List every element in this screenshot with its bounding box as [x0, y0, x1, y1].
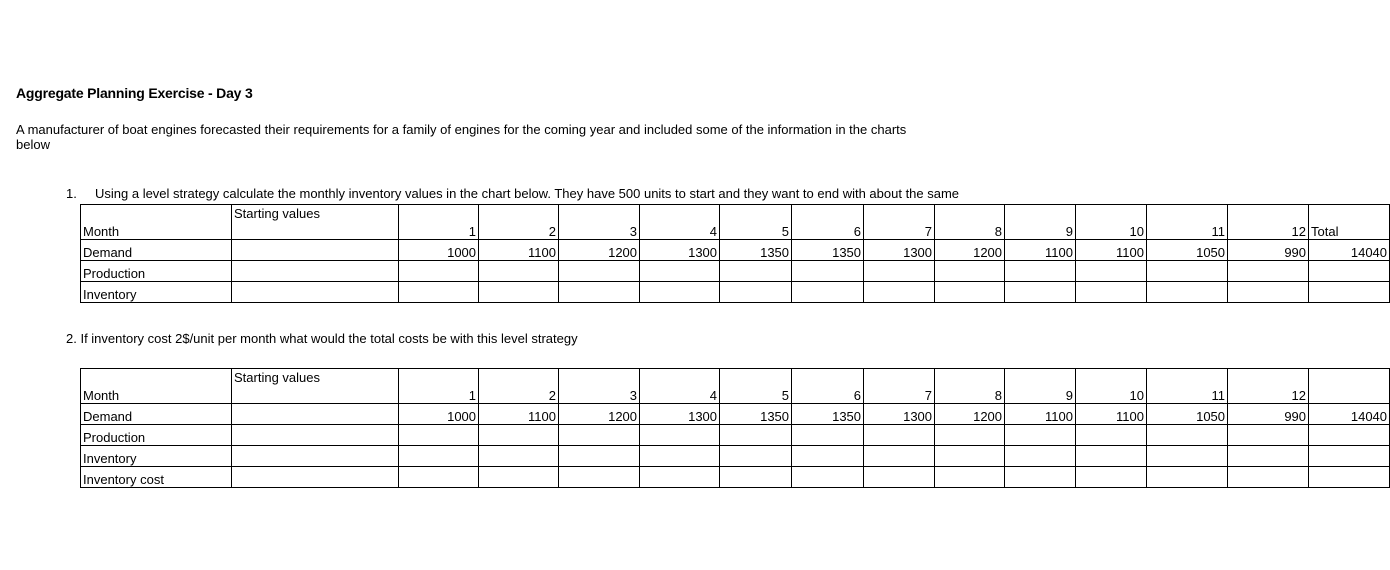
input-cell[interactable]: [232, 425, 399, 446]
month-header: 7: [864, 205, 935, 240]
input-cell[interactable]: [864, 282, 935, 303]
input-cell[interactable]: [1005, 425, 1076, 446]
total-header-empty: [1309, 369, 1390, 404]
demand-cell: 1000: [399, 240, 479, 261]
input-cell[interactable]: [232, 446, 399, 467]
input-cell[interactable]: [399, 467, 479, 488]
input-cell[interactable]: [864, 425, 935, 446]
question-1-text: Using a level strategy calculate the monthly inventory values in the chart below. They have 500 units to start and they want to end with about the same: [95, 186, 960, 201]
input-cell[interactable]: [640, 467, 720, 488]
input-cell[interactable]: [792, 467, 864, 488]
month-header: 5: [720, 369, 792, 404]
demand-cell: 1100: [1076, 240, 1147, 261]
month-header: 3: [559, 369, 640, 404]
demand-cell: 990: [1228, 240, 1309, 261]
month-header: 12: [1228, 369, 1309, 404]
input-cell[interactable]: [640, 261, 720, 282]
month-header: 1: [399, 369, 479, 404]
demand-cell: 1350: [792, 404, 864, 425]
demand-cell: 1100: [1076, 404, 1147, 425]
input-cell[interactable]: [479, 467, 559, 488]
total-header: Total: [1309, 205, 1390, 240]
month-header: 9: [1005, 205, 1076, 240]
input-cell[interactable]: [720, 425, 792, 446]
input-cell[interactable]: [1228, 425, 1309, 446]
month-header: 2: [479, 369, 559, 404]
input-cell[interactable]: [1005, 446, 1076, 467]
demand-cell: 1350: [720, 404, 792, 425]
month-header: 4: [640, 369, 720, 404]
demand-cell: 1200: [935, 240, 1005, 261]
input-cell[interactable]: [399, 446, 479, 467]
input-cell[interactable]: [1309, 425, 1390, 446]
input-cell[interactable]: [864, 446, 935, 467]
input-cell[interactable]: [935, 446, 1005, 467]
input-cell[interactable]: [640, 446, 720, 467]
input-cell[interactable]: [399, 282, 479, 303]
demand-cell: 1000: [399, 404, 479, 425]
demand-cell: 1100: [479, 240, 559, 261]
level-strategy-table: [80, 204, 1390, 303]
demand-cell: 1200: [935, 404, 1005, 425]
input-cell[interactable]: [792, 261, 864, 282]
input-cell[interactable]: [232, 261, 399, 282]
input-cell[interactable]: [1005, 261, 1076, 282]
question-2: 2. If inventory cost 2$/unit per month what would the total costs be with this level strategy: [66, 331, 578, 346]
input-cell[interactable]: [1309, 261, 1390, 282]
input-cell[interactable]: [1228, 261, 1309, 282]
row-label-demand: Demand: [81, 404, 232, 425]
row-label-production: Production: [81, 261, 232, 282]
starting-values-header: Starting values: [232, 205, 399, 240]
input-cell[interactable]: [640, 425, 720, 446]
input-cell[interactable]: [1228, 446, 1309, 467]
demand-cell: 1350: [792, 240, 864, 261]
demand-cell: 1300: [864, 240, 935, 261]
month-header: 6: [792, 205, 864, 240]
month-header: 4: [640, 205, 720, 240]
month-header: 6: [792, 369, 864, 404]
input-cell[interactable]: [792, 446, 864, 467]
input-cell[interactable]: [640, 282, 720, 303]
demand-cell: 1050: [1147, 404, 1228, 425]
input-cell[interactable]: [479, 261, 559, 282]
demand-cell: 1200: [559, 240, 640, 261]
demand-cell: 1300: [640, 240, 720, 261]
row-label-inventory: Inventory: [81, 446, 232, 467]
input-cell[interactable]: [792, 282, 864, 303]
input-cell[interactable]: [559, 467, 640, 488]
input-cell[interactable]: [1228, 467, 1309, 488]
input-cell[interactable]: [1005, 467, 1076, 488]
month-header: 1: [399, 205, 479, 240]
input-cell[interactable]: [720, 446, 792, 467]
row-label-month: Month: [81, 369, 232, 404]
demand-total-cell: 14040: [1309, 240, 1390, 261]
month-header: 8: [935, 205, 1005, 240]
input-cell[interactable]: [1147, 261, 1228, 282]
input-cell[interactable]: [1076, 261, 1147, 282]
input-cell[interactable]: [1076, 467, 1147, 488]
input-cell[interactable]: [399, 261, 479, 282]
table-row: [81, 369, 1390, 404]
input-cell[interactable]: [1147, 446, 1228, 467]
row-label-inventory-cost: Inventory cost: [81, 467, 232, 488]
input-cell[interactable]: [1076, 425, 1147, 446]
input-cell[interactable]: [559, 446, 640, 467]
input-cell[interactable]: [935, 425, 1005, 446]
demand-cell: 1100: [1005, 404, 1076, 425]
input-cell[interactable]: [1076, 282, 1147, 303]
table-row: [81, 205, 1390, 240]
input-cell[interactable]: [1228, 282, 1309, 303]
input-cell[interactable]: [1005, 282, 1076, 303]
input-cell[interactable]: [559, 282, 640, 303]
question-1-number: 1.: [66, 186, 77, 201]
table-row: [81, 446, 1390, 467]
demand-cell: 1050: [1147, 240, 1228, 261]
month-header: 9: [1005, 369, 1076, 404]
row-label-production: Production: [81, 425, 232, 446]
table-row: [81, 425, 1390, 446]
row-label-inventory: Inventory: [81, 282, 232, 303]
month-header: 5: [720, 205, 792, 240]
table-row: [81, 404, 1390, 425]
input-cell[interactable]: [399, 425, 479, 446]
demand-cell: 1100: [1005, 240, 1076, 261]
input-cell[interactable]: [1076, 446, 1147, 467]
demand-cell: 1300: [640, 404, 720, 425]
month-header: 3: [559, 205, 640, 240]
demand-cell: 1100: [479, 404, 559, 425]
input-cell[interactable]: [935, 467, 1005, 488]
input-cell[interactable]: [1147, 282, 1228, 303]
input-cell[interactable]: [1147, 467, 1228, 488]
input-cell[interactable]: [559, 261, 640, 282]
input-cell[interactable]: [232, 467, 399, 488]
input-cell[interactable]: [935, 261, 1005, 282]
input-cell[interactable]: [720, 467, 792, 488]
input-cell[interactable]: [1147, 425, 1228, 446]
page-title: Aggregate Planning Exercise - Day 3: [16, 85, 253, 101]
input-cell[interactable]: [479, 446, 559, 467]
table-row: [81, 282, 1390, 303]
inventory-cost-table: [80, 368, 1390, 488]
row-label-demand: Demand: [81, 240, 232, 261]
row-label-month: Month: [81, 205, 232, 240]
demand-cell: 1200: [559, 404, 640, 425]
table-row: [81, 261, 1390, 282]
month-header: 10: [1076, 205, 1147, 240]
demand-total-cell: 14040: [1309, 404, 1390, 425]
month-header: 2: [479, 205, 559, 240]
input-cell[interactable]: [864, 467, 935, 488]
input-cell[interactable]: [479, 425, 559, 446]
input-cell[interactable]: [792, 425, 864, 446]
starting-value-cell[interactable]: [232, 240, 399, 261]
demand-cell: 1350: [720, 240, 792, 261]
starting-value-cell[interactable]: [232, 404, 399, 425]
question-1: [66, 186, 959, 201]
input-cell[interactable]: [720, 261, 792, 282]
input-cell[interactable]: [935, 282, 1005, 303]
table-row: [81, 467, 1390, 488]
intro-paragraph: A manufacturer of boat engines forecasted their requirements for a family of engines for the coming year and included some of the information in the charts below: [16, 122, 907, 152]
demand-cell: 990: [1228, 404, 1309, 425]
table-row: [81, 240, 1390, 261]
month-header: 11: [1147, 369, 1228, 404]
input-cell[interactable]: [1309, 446, 1390, 467]
input-cell[interactable]: [559, 425, 640, 446]
demand-cell: 1300: [864, 404, 935, 425]
input-cell[interactable]: [1309, 467, 1390, 488]
input-cell[interactable]: [720, 282, 792, 303]
month-header: 7: [864, 369, 935, 404]
input-cell[interactable]: [479, 282, 559, 303]
month-header: 11: [1147, 205, 1228, 240]
input-cell[interactable]: [232, 282, 399, 303]
month-header: 12: [1228, 205, 1309, 240]
input-cell[interactable]: [864, 261, 935, 282]
starting-values-header: Starting values: [232, 369, 399, 404]
input-cell[interactable]: [1309, 282, 1390, 303]
month-header: 10: [1076, 369, 1147, 404]
month-header: 8: [935, 369, 1005, 404]
